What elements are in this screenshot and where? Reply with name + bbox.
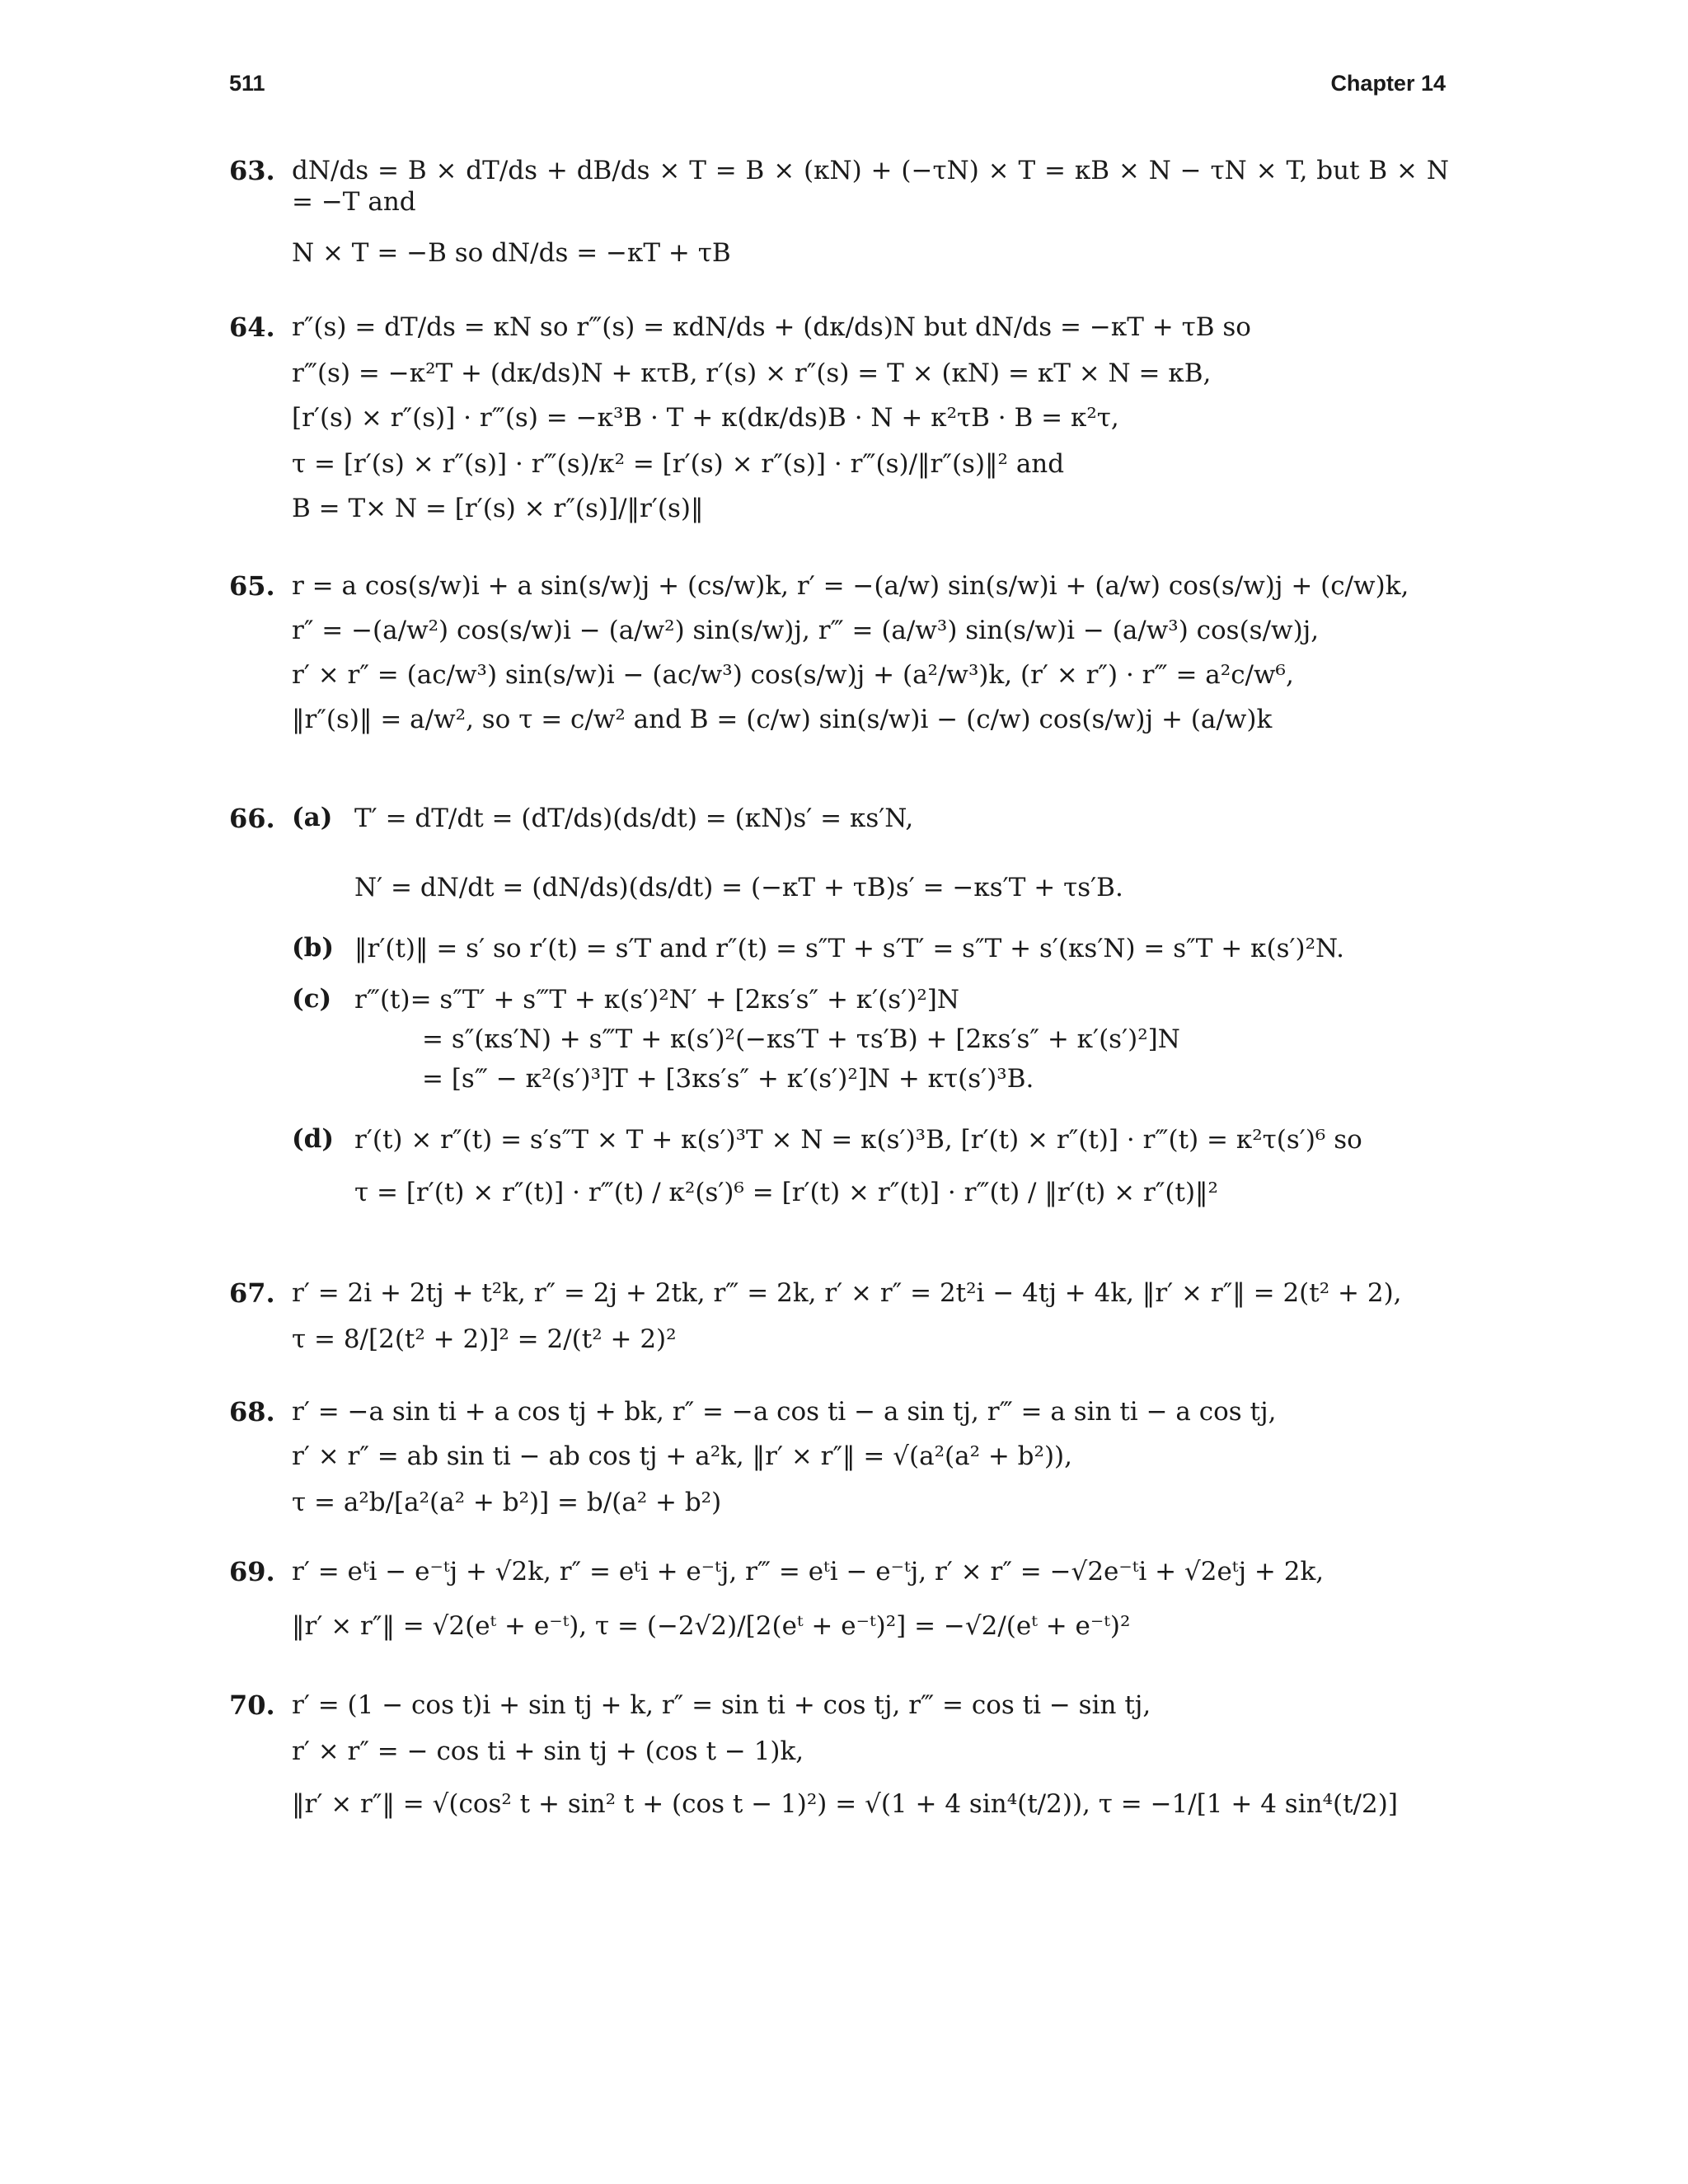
solution-line: r″(s) = dT/ds = κN so r‴(s) = κdN/ds + (dκ/ds)N but dN/ds = −κT + τB so [292, 312, 1251, 342]
part-label: (b) [292, 933, 335, 963]
solution-line: = s″(κs′N) + s‴T + κ(s′)²(−κs′T + τs′B) + [2κs′s″ + κ′(s′)²]N [422, 1024, 1180, 1054]
solution-line: r″ = −(a/w²) cos(s/w)i − (a/w²) sin(s/w)j, r‴ = (a/w³) sin(s/w)i − (a/w³) cos(s/w)j, [292, 616, 1320, 645]
solution-line: r′ × r″ = (ac/w³) sin(s/w)i − (ac/w³) cos(s/w)j + (a²/w³)k, (r′ × r″) · r‴ = a²c/w⁶, [292, 660, 1294, 690]
solution-line: r′ = eᵗi − e⁻ᵗj + √2k, r″ = eᵗi + e⁻ᵗj, r‴ = eᵗi − e⁻ᵗj, r′ × r″ = −√2e⁻ᵗi + √2eᵗj + 2k, [292, 1557, 1325, 1586]
solution-line: r = a cos(s/w)i + a sin(s/w)j + (cs/w)k, r′ = −(a/w) sin(s/w)i + (a/w) cos(s/w)j + (c/w)k, [292, 571, 1409, 601]
solution-line: ‖r′ × r″‖ = √2(eᵗ + e⁻ᵗ), τ = (−2√2)/[2(eᵗ + e⁻ᵗ)²] = −√2/(eᵗ + e⁻ᵗ)² [292, 1611, 1131, 1641]
solution-line: ‖r′ × r″‖ = √(cos² t + sin² t + (cos t − 1)²) = √(1 + 4 sin⁴(t/2)), τ = −1/[1 + 4 sin⁴(t/2)] [292, 1789, 1398, 1819]
solution-line: r‴(t)= s″T′ + s‴T + κ(s′)²N′ + [2κs′s″ + κ′(s′)²]N [354, 985, 959, 1015]
solution-line: τ = a²b/[a²(a² + b²)] = b/(a² + b²) [292, 1488, 722, 1517]
chapter-label: Chapter 14 [1330, 71, 1446, 96]
solution-line: = [s‴ − κ²(s′)³]T + [3κs′s″ + κ′(s′)²]N + κτ(s′)³B. [422, 1064, 1034, 1094]
solution-line: T′ = dT/dt = (dT/ds)(ds/dt) = (κN)s′ = κs′N, [354, 804, 914, 833]
solution-line: [r′(s) × r″(s)] · r‴(s) = −κ³B · T + κ(dκ/ds)B · N + κ²τB · B = κ²τ, [292, 403, 1119, 433]
solution-line: τ = 8/[2(t² + 2)]² = 2/(t² + 2)² [292, 1324, 677, 1354]
solution-line: B = T× N = [r′(s) × r″(s)]/‖r′(s)‖ [292, 494, 704, 523]
solution-line: r′ × r″ = ab sin ti − ab cos tj + a²k, ‖r′ × r″‖ = √(a²(a² + b²)), [292, 1441, 1072, 1471]
problem-number: 70. [229, 1690, 275, 1721]
solution-line: N × T = −B so dN/ds = −κT + τB [292, 238, 731, 268]
solution-line: r′(t) × r″(t) = s′s″T × T + κ(s′)³T × N = κ(s′)³B, [r′(t) × r″(t)] · r‴(t) = κ²τ(s′)⁶ so [354, 1125, 1362, 1155]
part-label: (c) [292, 984, 332, 1014]
part-label: (a) [292, 803, 333, 832]
problem-number: 63. [229, 155, 275, 186]
problem-number: 67. [229, 1277, 275, 1309]
solution-line: dN/ds = B × dT/ds + dB/ds × T = B × (κN) + (−τN) × T = κB × N − τN × T, but B × N = −T and [292, 156, 1449, 217]
problem-number: 65. [229, 570, 275, 602]
solution-line: r′ = 2i + 2tj + t²k, r″ = 2j + 2tk, r‴ = 2k, r′ × r″ = 2t²i − 4tj + 4k, ‖r′ × r″‖ = 2(t² + 2), [292, 1278, 1402, 1308]
solution-line: τ = [r′(s) × r″(s)] · r‴(s)/κ² = [r′(s) × r″(s)] · r‴(s)/‖r″(s)‖² and [292, 449, 1065, 479]
solution-line: τ = [r′(t) × r″(t)] · r‴(t) / κ²(s′)⁶ = [r′(t) × r″(t)] · r‴(t) / ‖r′(t) × r″(t)‖² [354, 1178, 1218, 1207]
solution-line: N′ = dN/dt = (dN/ds)(ds/dt) = (−κT + τB)s′ = −κs′T + τs′B. [354, 873, 1123, 902]
solution-line: r‴(s) = −κ²T + (dκ/ds)N + κτB, r′(s) × r″(s) = T × (κN) = κT × N = κB, [292, 359, 1212, 388]
problem-number: 68. [229, 1396, 275, 1427]
problem-number: 64. [229, 312, 275, 343]
part-label: (d) [292, 1124, 335, 1154]
solution-line: r′ × r″ = − cos ti + sin tj + (cos t − 1)k, [292, 1736, 804, 1766]
page-number: 511 [229, 71, 265, 96]
problem-number: 66. [229, 803, 275, 834]
solution-line: ‖r″(s)‖ = a/w², so τ = c/w² and B = (c/w) sin(s/w)i − (c/w) cos(s/w)j + (a/w)k [292, 705, 1273, 734]
solution-line: r′ = (1 − cos t)i + sin tj + k, r″ = sin ti + cos tj, r‴ = cos ti − sin tj, [292, 1690, 1151, 1720]
solution-line: ‖r′(t)‖ = s′ so r′(t) = s′T and r″(t) = s″T + s′T′ = s″T + s′(κs′N) = s″T + κ(s′)²N. [354, 934, 1345, 963]
solution-line: r′ = −a sin ti + a cos tj + bk, r″ = −a cos ti − a sin tj, r‴ = a sin ti − a cos tj, [292, 1397, 1277, 1427]
problem-number: 69. [229, 1556, 275, 1587]
